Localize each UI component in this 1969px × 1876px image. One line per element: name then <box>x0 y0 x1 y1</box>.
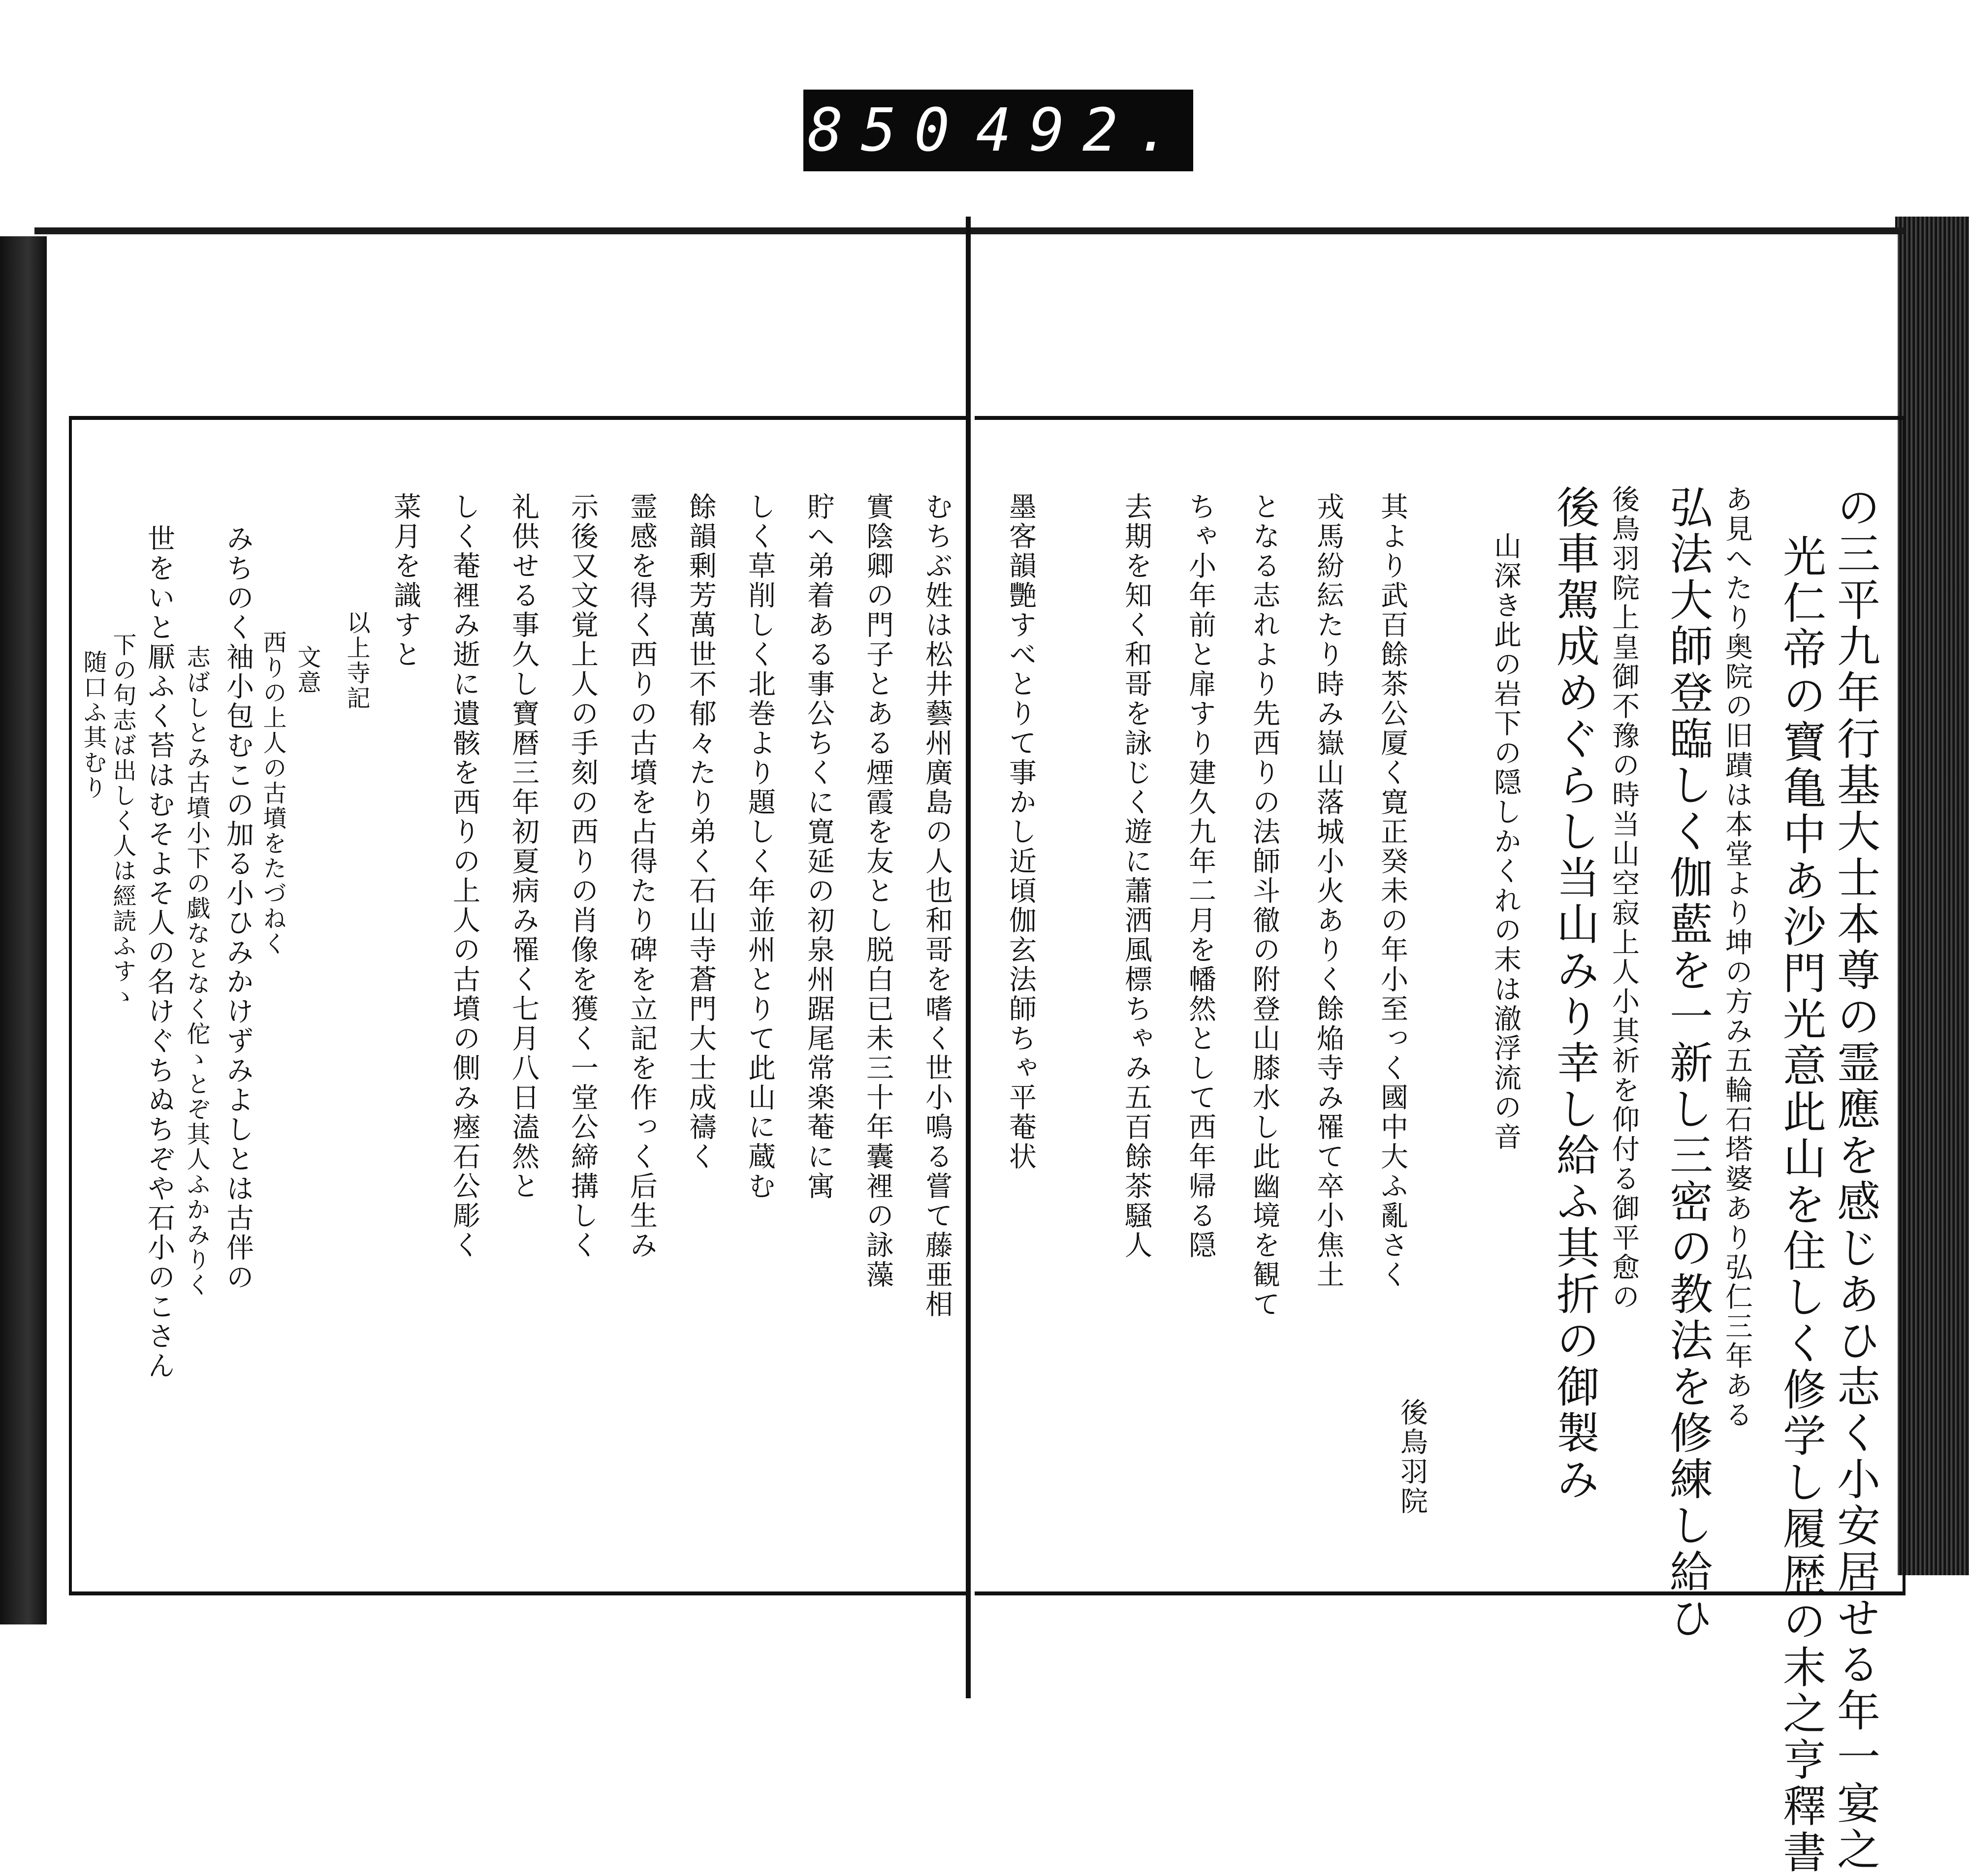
left-column-4: しく草削しく北巻より題しく年並州とりて此山に蔵む <box>744 492 776 1201</box>
left-column-8: 礼供せる事久し寶暦三年初夏病み罹く七月八日溘然と <box>508 492 540 1201</box>
left-column-6: 霊感を得く西りの古墳を占得たり碑を立記を作っく后生み <box>626 492 658 1260</box>
left-column-10: 菜月を識すと <box>389 492 421 669</box>
left-spine-edge <box>0 236 47 1624</box>
right-column-1: の三平九年行基大士本尊の霊應を感じあひ志く小安居せる年一宴之 <box>1830 485 1881 1873</box>
right-column-8: 其より武百餘茶公厦く寛正癸未の年小至っく國中大ふ亂さく <box>1376 492 1408 1290</box>
left-note-3: 志ばしとみ古墳小下の戯なとなく佗ゝとぞ其人ふかみりく <box>183 645 210 1298</box>
right-column-4: 弘法大師登臨しく伽藍を一新し三密の教法を修練し給ひ <box>1663 485 1714 1642</box>
right-column-12: 去期を知く和哥を詠じく遊に蕭洒風標ちゃみ五百餘茶騒人 <box>1120 492 1152 1260</box>
left-column-2: 實陰卿の門子とある煙霞を友とし脱白已未三十年囊裡の詠藻 <box>862 492 894 1290</box>
right-spine-edge <box>1895 217 1969 1575</box>
right-column-13: 墨客韻艷すべとりて事かし近頃伽玄法師ちゃ平菴状 <box>1005 492 1037 1172</box>
right-text-frame <box>975 416 1905 1595</box>
catalog-number-right: 492. <box>976 96 1189 165</box>
right-column-3: あ見へたり奥院の旧蹟は本堂より坤の方み五輪石塔婆あり弘仁三年ある <box>1721 485 1753 1430</box>
right-column-10: となる志れより先西りの法師斗徹の附登山膝水し此幽境を観て <box>1248 492 1280 1319</box>
right-column-11: ちゃ小年前と扉すり建久九年二月を幡然として西年帰る隠 <box>1184 492 1216 1260</box>
left-note-4: 世をいと厭ふく苔はむそよそ人の名けぐちぬちぞや石小のこさん <box>143 524 175 1381</box>
right-column-author: 後鳥羽院 <box>1396 1398 1428 1516</box>
left-column-3: 貯へ弟着ある事公ちくに寛延の初泉州踞尾常楽菴に寓 <box>803 492 835 1201</box>
right-column-2: 光仁帝の寶亀中あ沙門光意此山を住しく修学し履歴の末之亨釋書 <box>1776 534 1827 1876</box>
left-column-7: 示後又文覚上人の手刻の西りの肖像を獲く一堂公締搆しく <box>567 492 599 1260</box>
left-column-5: 餘韻剰芳萬世不郁々たり弟く石山寺蒼門大士成禱く <box>685 492 717 1172</box>
catalog-number-left: 850 <box>807 96 968 165</box>
left-note-6: 随口ふ其むり <box>79 650 107 800</box>
left-column-9: しく菴裡み逝に遺骸を西りの上人の古墳の側み瘞石公彫く <box>448 492 480 1260</box>
right-column-6: 後車駕成めぐらし当山みり幸し給ふ其折の御製み <box>1550 485 1600 1503</box>
left-note-meaning: 文意 <box>293 645 321 695</box>
left-note-source: 以上寺記 <box>343 610 370 711</box>
catalog-label <box>803 90 1193 171</box>
right-column-5: 後鳥羽院上皇御不豫の時当山空寂上人小其祈を仰付る御平愈の <box>1608 485 1640 1312</box>
left-note-5: 下の句志ば出しく人は經読ふすゝ <box>109 633 136 1009</box>
right-column-7: 山深き此の岩下の隠しかくれの末は澈浮流の音 <box>1490 532 1522 1152</box>
right-column-9: 戎馬紛紜たり時み嶽山落城小火ありく餘焔寺み罹て卒小焦土 <box>1312 492 1344 1290</box>
left-note-2: みちのく袖小包むこの加る小ひみかけずみよしとは古伴の <box>222 524 254 1292</box>
left-column-1: むちぶ姓は松井藝州廣島の人也和哥を嗜く世小鳴る嘗て藤亜相 <box>921 492 953 1319</box>
left-note-1: 西りの上人の古墳をたづねく <box>259 630 286 956</box>
